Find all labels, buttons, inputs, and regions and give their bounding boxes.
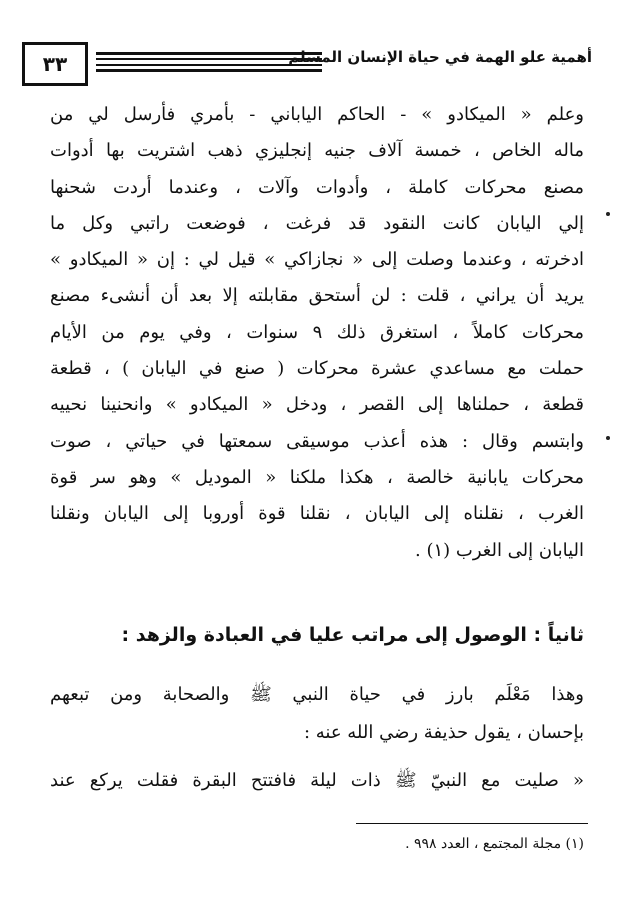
text-line: اليابان إلى الغرب (١) . xyxy=(415,539,584,561)
text-line: يريد أن يراني ، قلت : لن أستحق مقابلته إلا بعد أن أنشىء مصنع xyxy=(50,285,584,307)
paragraph-2 xyxy=(50,676,584,752)
running-title: أهمية علو الهمة في حياة الإنسان المسلم xyxy=(288,48,592,66)
text-line: محركات كاملاً ، استغرق ذلك ٩ سنوات ، وفي يوم من الأيام xyxy=(50,321,584,343)
text-line: إلي اليابان كانت النقود قد فرغت ، فوضعت راتبي وكل ما xyxy=(50,212,584,234)
text-line: محركات يابانية خالصة ، هكذا ملكنا « الموديل » وهو سر قوة xyxy=(50,466,584,488)
text-line: مصنع محركات كاملة ، وأدوات وآلات ، وعندما أردت شحنها xyxy=(50,176,584,198)
text-line: الغرب ، نقلناه إلى اليابان ، نقلنا قوة أوروبا إلى اليابان ونقلنا xyxy=(50,503,584,525)
section-heading: ثانياً : الوصول إلى مراتب عليا في العبادة والزهد : xyxy=(121,624,584,646)
page-header xyxy=(22,40,592,92)
paragraph-1 xyxy=(50,97,584,569)
text-line: وهذا مَعْلَم بارز في حياة النبي ﷺ والصحابة ومن تبعهم xyxy=(50,684,584,705)
text-line: بإحسان ، يقول حذيفة رضي الله عنه : xyxy=(303,722,584,743)
footnote-separator xyxy=(356,823,588,824)
margin-dot xyxy=(606,212,610,216)
text-line: ادخرته ، وعندما وصلت إلى « نجازاكي » قيل لي : إن « الميكادو » xyxy=(50,249,584,271)
margin-dot xyxy=(606,436,610,440)
text-line: « صليت مع النبيّ ﷺ ذات ليلة فافتتح البقرة فقلت يركع عند xyxy=(50,770,584,791)
text-line: ماله الخاص ، خمسة آلاف جنيه إنجليزي ذهب اشتريت بها أدوات xyxy=(50,140,584,162)
page-number: ٣٣ xyxy=(22,42,88,86)
text-line: حملت مع مساعدي عشرة محركات ( صنع في اليابان ) ، قطعة xyxy=(50,358,584,380)
footnote: (١) مجلة المجتمع ، العدد ٩٩٨ . xyxy=(405,836,584,852)
text-line: قطعة ، حملناها إلى القصر ، ودخل « الميكادو » وانحنينا نحييه xyxy=(50,394,584,416)
paragraph-3 xyxy=(50,762,584,800)
text-line: وعلم « الميكادو » - الحاكم الياباني - بأمري فأرسل لي من xyxy=(50,104,584,125)
text-line: وابتسم وقال : هذه أعذب موسيقى سمعتها في حياتي ، صوت xyxy=(50,430,584,452)
